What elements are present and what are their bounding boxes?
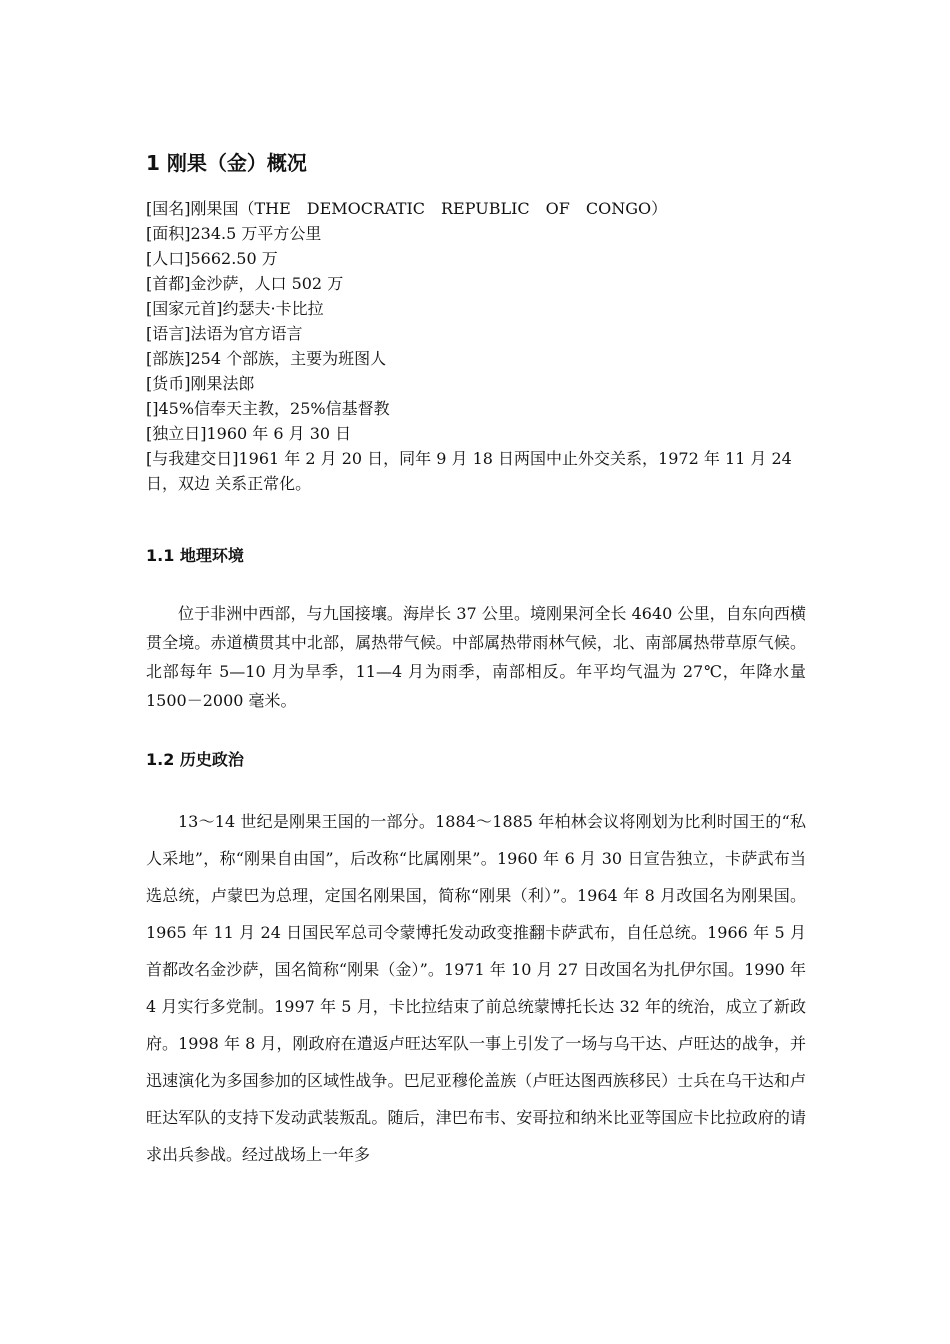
section-text-geography: 位于非洲中西部，与九国接壤。海岸长 37 公里。境刚果河全长 4640 公里，自东向西横贯全境。赤道横贯其中北部，属热带气候。中部属热带雨林气候，北、南部属热带草原气候。北部每年 5—10 月为旱季，11—4 月为雨季，南部相反。年平均气温为 27℃，年降水量 1500－2000 毫米。 — [146, 604, 806, 710]
fact-capital: [首都]金沙萨，人口 502 万 — [146, 274, 344, 293]
fact-independence-day: [独立日]1960 年 6 月 30 日 — [146, 424, 352, 443]
fact-currency: [货币]刚果法郎 — [146, 374, 255, 393]
fact-ethnic-groups: [部族]254 个部族，主要为班图人 — [146, 349, 387, 368]
fact-country-name: [国名]刚果国（THE DEMOCRATIC REPUBLIC OF CONGO） — [146, 199, 668, 218]
document-title: 1 刚果（金）概况 — [146, 151, 307, 175]
fact-language: [语言]法语为官方语言 — [146, 324, 303, 343]
fact-head-of-state: [国家元首]约瑟夫·卡比拉 — [146, 299, 324, 318]
fact-diplomatic-relations: [与我建交日]1961 年 2 月 20 日，同年 9 月 18 日两国中止外交关系，1972 年 11 月 24 日，双边 关系正常化。 — [146, 449, 792, 493]
section-heading-geography: 1.1 地理环境 — [146, 546, 244, 565]
fact-population: [人口]5662.50 万 — [146, 249, 278, 268]
section-text-history: 13～14 世纪是刚果王国的一部分。1884～1885 年柏林会议将刚划为比利时国王的“私人采地”，称“刚果自由国”，后改称“比属刚果”。1960 年 6 月 30 日宣告独立，卡萨武布当选总统，卢蒙巴为总理，定国名刚果国，简称“刚果（利）”。1964 年 8 月改国名为刚果国。1965 年 11 月 24 日国民军总司令蒙博托发动政变推翻卡萨武布，自任总统。1966 年 5 月首都改名金沙萨，国名简称“刚果（金）”。1971 年 10 月 27 日改国名为扎伊尔国。1990 年 4 月实行多党制。1997 年 5 月，卡比拉结束了前总统蒙博托长达 32 年的统治，成立了新政府。1998 年 8 月，刚政府在遣返卢旺达军队一事上引发了一场与乌干达、卢旺达的战争，并迅速演化为多国参加的区域性战争。巴尼亚穆伦盖族（卢旺达图西族移民）士兵在乌干达和卢旺达军队的支持下发动武装叛乱。随后，津巴布韦、安哥拉和纳米比亚等国应卡比拉政府的请求出兵参战。经过战场上一年多 — [146, 812, 806, 1164]
fact-list — [146, 196, 816, 496]
fact-religion: []45%信奉天主教，25%信基督教 — [146, 399, 390, 418]
section-heading-history: 1.2 历史政治 — [146, 750, 244, 769]
fact-area: [面积]234.5 万平方公里 — [146, 224, 322, 243]
